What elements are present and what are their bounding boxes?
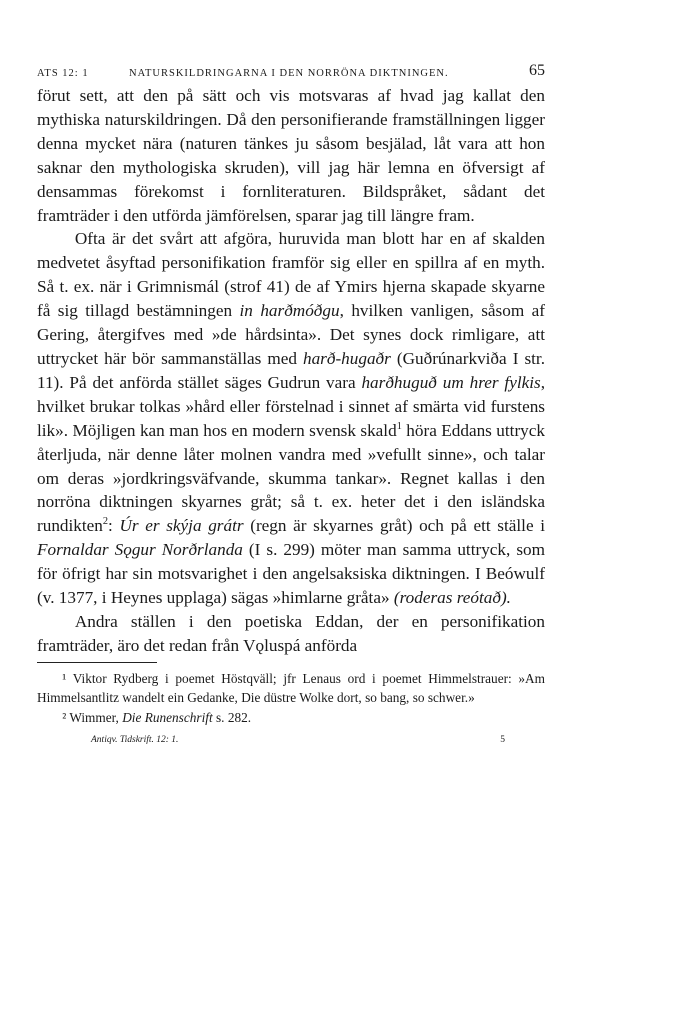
italic-title: Die Runenschrift bbox=[122, 709, 213, 725]
paragraph-3: Andra ställen i den poetiska Eddan, der en personifikation framträder, äro det redan från Vǫluspá anförda bbox=[37, 611, 545, 655]
footnote-2 bbox=[37, 708, 545, 728]
text-run: (regn är skyarnes gråt) och på ett ställe i bbox=[243, 516, 546, 536]
text-run: ² Wimmer, bbox=[62, 709, 123, 725]
footnote-divider bbox=[37, 662, 157, 663]
italic-quote: Úr er skýja grátr bbox=[119, 516, 244, 536]
sheet-number: 5 bbox=[500, 735, 505, 746]
text-run: : bbox=[108, 516, 120, 536]
text-run: , hvilket brukar tolkas »hård eller förstelnad i sinnet af smärta vid furstens lik». Möjligen kan man hos en modern svensk skald bbox=[37, 372, 545, 440]
italic-quote: (roderas reótað). bbox=[393, 588, 511, 608]
paragraph-1: förut sett, att den på sätt och vis motsvaras af hvad jag kallat den mythiska naturskildringen. Då den personifierande framställningen ligger denna mycket nära (naturen tänkes ju såsom besjälad, låt vara att hon saknar den mythologiska skruden), vill jag här lemna en öfversigt af densammas förekomst i fornliteraturen. Bildspråket, sådant det framträder i den utförda jämförelsen, sparar jag till längre fram. bbox=[37, 86, 545, 225]
text-run: höra Eddans uttryck återljuda, när denne låter molnen vandra med »vefullt sinne», och talar om deras »jordkringsväfvande, skumma tankar». Regnet kallas i den norröna diktningen skyarnes gråt; så t. ex. heter det i den isländska rundikten bbox=[37, 420, 545, 536]
body-text bbox=[37, 84, 545, 658]
page-number: 65 bbox=[529, 62, 545, 79]
footnote-ref-1: 1 bbox=[396, 420, 402, 432]
text-run: s. 282. bbox=[212, 709, 252, 725]
signature-mark: Antiqv. Tidskrift. 12: 1. bbox=[91, 735, 179, 746]
page bbox=[37, 60, 545, 751]
running-title: NATURSKILDRINGARNA I DEN NORRÖNA DIKTNINGEN. bbox=[129, 68, 449, 79]
text-run: , hvilken vanligen, såsom af Gering, återgifves med »de hårdsinta». Det synes dock rimligare, att uttrycket här bör sammanställas med bbox=[37, 301, 545, 368]
italic-quote: harðhuguð um hrer fylkis bbox=[361, 372, 541, 392]
italic-term: in harðmóðgu bbox=[239, 301, 340, 321]
footnote-1: ¹ Viktor Rydberg i poemet Höstqväll; jfr Lenaus ord i poemet Himmelstrauer: »Am Himmelsantlitz wandelt ein Gedanke, Die düstre Wolke dort, so bang, so schwer.» bbox=[37, 670, 545, 706]
footnote-ref-2: 2 bbox=[102, 516, 109, 528]
text-run: (I s. 299) möter man samma uttryck, som för öfrigt har sin motsvarighet i den angelsaksiska diktningen. I Beówulf (v. 1377, i Heynes upplaga) sägas »himlarne gråta» bbox=[37, 540, 545, 608]
italic-term: harð-hugaðr bbox=[302, 348, 391, 368]
text-run: Ofta är det svårt att afgöra, huruvida man blott har en af skalden medvetet åsyftad personifikation framför sig eller en spillra af en myth. Så t. ex. när i Grimnismál (strof 41) de af Ymirs hjerna skapade skyarne få sig tillagd bestämningen bbox=[37, 229, 545, 321]
italic-title: Fornaldar Sǫgur Norðrlanda bbox=[37, 540, 243, 560]
running-header bbox=[37, 60, 545, 84]
footnotes bbox=[37, 669, 545, 728]
text-run: (Guðrúnarkviða I str. 11). På det anförda stället säges Gudrun vara bbox=[37, 348, 545, 392]
page-footer bbox=[37, 731, 545, 751]
paragraph-2 bbox=[37, 227, 545, 610]
series-label: ATS 12: 1 bbox=[37, 68, 89, 79]
